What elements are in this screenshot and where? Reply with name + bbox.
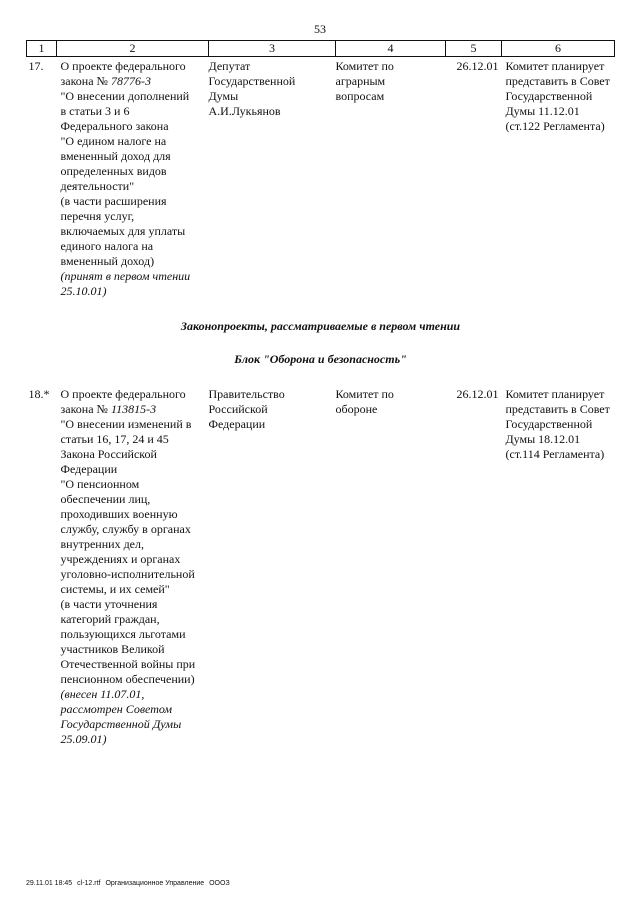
responsible-committee <box>336 385 446 749</box>
text-line: "О внесении дополнений <box>60 89 190 103</box>
text-line: А.И.Лукьянов <box>208 104 281 118</box>
text-line: О проекте федерального <box>60 59 186 73</box>
responsible-committee <box>336 57 446 302</box>
text-line: (внесен 11.07.01, <box>60 687 145 701</box>
text-line: закона № 78776-3 <box>60 74 151 88</box>
table-row <box>27 385 615 749</box>
text-line: статьи 16, 17, 24 и 45 <box>60 432 169 446</box>
section-heading-row <box>27 319 615 334</box>
text-line: представить в Совет <box>505 74 610 88</box>
text-line: 25.09.01) <box>60 732 107 746</box>
text-line: Федерации <box>208 417 266 431</box>
text-line: "О пенсионном <box>60 477 140 491</box>
text-line: (в части расширения <box>60 194 167 208</box>
text-line: обороне <box>335 402 378 416</box>
block-heading-row <box>27 352 615 367</box>
footer-code: ОООЗ <box>209 880 230 887</box>
text-line: единого налога на <box>60 239 154 253</box>
text-line: Депутат <box>208 59 251 73</box>
column-header: 5 <box>446 41 502 57</box>
text-line: Государственной <box>208 74 296 88</box>
text-line: Федерации <box>60 462 118 476</box>
footer-file: cl-12.rtf <box>77 880 101 887</box>
footer-org: Организационное Управление <box>105 880 205 887</box>
text-line: Государственной <box>505 417 593 431</box>
text-line: включаемых для уплаты <box>60 224 186 238</box>
text-line: Думы 18.12.01 <box>505 432 581 446</box>
text-line: "О едином налоге на <box>60 134 167 148</box>
column-header: 4 <box>336 41 446 57</box>
agenda-table <box>26 40 615 749</box>
text-line: вопросам <box>335 89 385 103</box>
text-line: проходивших военную <box>60 507 178 521</box>
table-header-row <box>27 41 615 57</box>
committee-note <box>502 385 615 749</box>
text-line: Федерального закона <box>60 119 169 133</box>
column-header: 2 <box>57 41 209 57</box>
text-line: деятельности" <box>60 179 135 193</box>
page-number: 53 <box>314 22 326 36</box>
review-date: 26.12.01 <box>456 59 499 73</box>
footer-datetime: 29.11.01 18:45 <box>26 880 73 887</box>
text-line: вмененный доход) <box>60 254 155 268</box>
text-line: Российской <box>208 402 268 416</box>
text-line: (ст.122 Регламента) <box>505 119 605 133</box>
text-line: (принят в первом чтении <box>60 269 191 283</box>
text-line: Комитет планирует <box>505 59 605 73</box>
bill-title <box>57 57 209 302</box>
column-header: 6 <box>502 41 615 57</box>
text-line: Государственной <box>505 89 593 103</box>
text-line: аграрным <box>335 74 386 88</box>
text-line: Правительство <box>208 387 285 401</box>
text-line: в статьи 3 и 6 <box>60 104 130 118</box>
text-line: перечня услуг, <box>60 209 135 223</box>
text-line: вмененный доход для <box>60 149 171 163</box>
text-line: Думы 11.12.01 <box>505 104 580 118</box>
text-line: рассмотрен Советом <box>60 702 173 716</box>
bill-author <box>209 385 336 749</box>
text-line: Комитет планирует <box>505 387 605 401</box>
text-line: службу, службу в органах <box>60 522 191 536</box>
text-line: Комитет по <box>335 387 394 401</box>
text-line: учреждениях и органах <box>60 552 181 566</box>
text-line: пользующихся льготами <box>60 627 186 641</box>
text-line: уголовно-исполнительной <box>60 567 195 581</box>
text-line: представить в Совет <box>505 402 610 416</box>
text-line: закона № 113815-3 <box>60 402 157 416</box>
text-line: (в части уточнения <box>60 597 158 611</box>
text-line: пенсионном обеспечении) <box>60 672 195 686</box>
bill-author <box>209 57 336 302</box>
entry-number: 18.* <box>28 387 50 401</box>
column-header: 3 <box>209 41 336 57</box>
text-line: (ст.114 Регламента) <box>505 447 605 461</box>
text-line: 25.10.01) <box>60 284 107 298</box>
column-header: 1 <box>27 41 57 57</box>
text-line: участников Великой <box>60 642 165 656</box>
bill-title <box>57 385 209 749</box>
review-date: 26.12.01 <box>456 387 499 401</box>
page-footer <box>26 880 233 887</box>
block-heading: Блок "Оборона и безопасность" <box>234 352 407 366</box>
text-line: внутренних дел, <box>60 537 144 551</box>
section-heading: Законопроекты, рассматриваемые в первом чтении <box>180 319 461 333</box>
text-line: Комитет по <box>335 59 394 73</box>
committee-note <box>502 57 615 302</box>
text-line: О проекте федерального <box>60 387 186 401</box>
text-line: обеспечении лиц, <box>60 492 151 506</box>
text-line: системы, и их семей" <box>60 582 170 596</box>
text-line: категорий граждан, <box>60 612 160 626</box>
text-line: "О внесении изменений в <box>60 417 192 431</box>
text-line: определенных видов <box>60 164 167 178</box>
table-row <box>27 57 615 302</box>
text-line: Закона Российской <box>60 447 157 461</box>
text-line: Государственной Думы <box>60 717 182 731</box>
text-line: Думы <box>208 89 239 103</box>
text-line: Отечественной войны при <box>60 657 196 671</box>
entry-number: 17. <box>28 59 44 73</box>
